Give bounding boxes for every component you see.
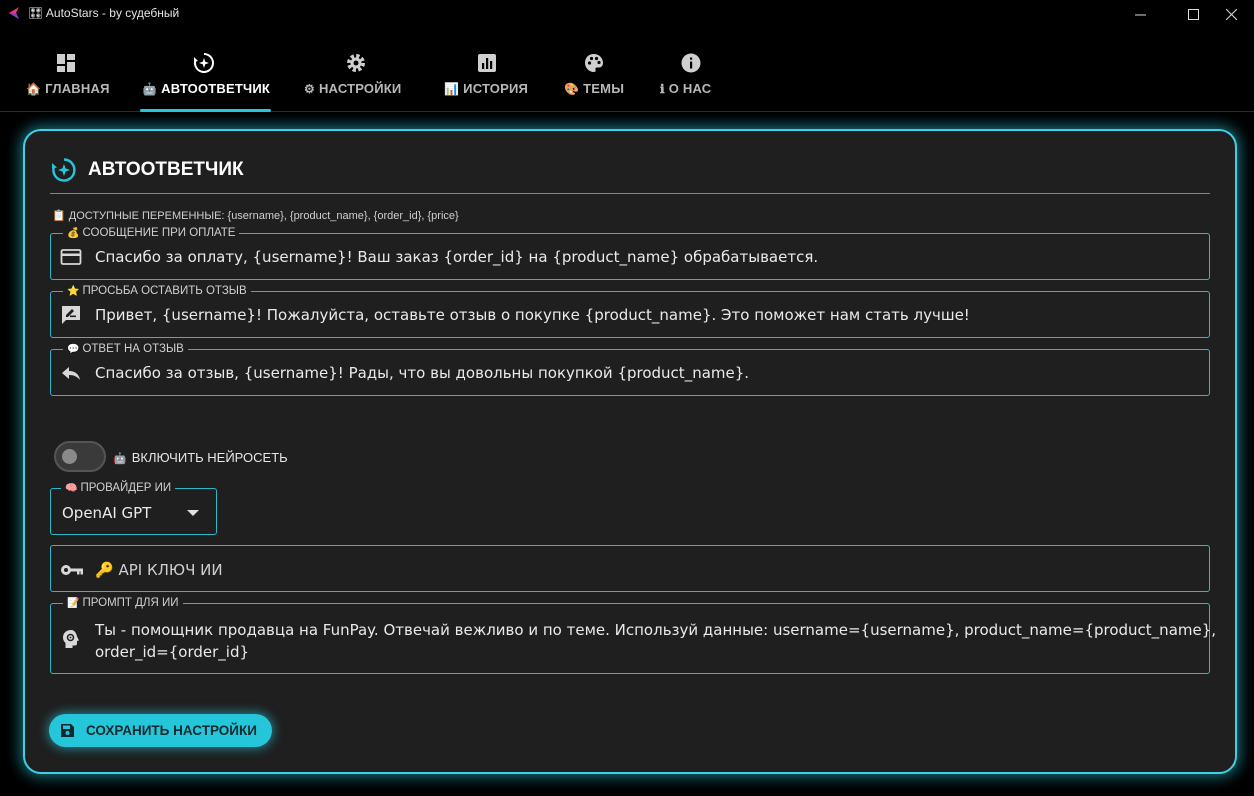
available-variables: 📋 ДОСТУПНЫЕ ПЕРЕМЕННЫЕ: {username}, {product_name}, {order_id}, {price} [52, 210, 459, 222]
auto-reply-icon [193, 52, 215, 74]
tab-label: ТЕМЫ [583, 81, 625, 96]
rate-review-icon [60, 304, 82, 326]
title-bar [0, 0, 1254, 28]
palette-icon [583, 52, 605, 74]
ai-provider-select[interactable] [50, 482, 217, 535]
ai-prompt-line-2[interactable]: order_id={order_id} [95, 643, 250, 661]
tab-settings[interactable] [304, 28, 412, 112]
house-icon: 🏠 [26, 82, 42, 96]
dropdown-caret-icon[interactable] [187, 510, 199, 516]
tab-autoresponder[interactable] [142, 28, 272, 112]
robot-icon: 🤖 [142, 82, 158, 96]
review-request-field[interactable] [50, 285, 1210, 338]
credit-card-icon [60, 246, 82, 268]
ai-toggle-label: ВКЛЮЧИТЬ НЕЙРОСЕТЬ [131, 450, 288, 465]
ai-prompt-line-1[interactable]: Ты - помощник продавца на FunPay. Отвечай вежливо и по теме. Используй данные: username={username}, product_name={product_name}, [95, 621, 1217, 639]
payment-message-field[interactable] [50, 227, 1210, 280]
ai-toggle-switch[interactable] [54, 441, 106, 472]
robot-icon: 🤖 [113, 453, 127, 465]
app-logo-icon [7, 6, 21, 20]
auto-reply-icon [51, 157, 77, 183]
money-bag-icon: 💰 [67, 228, 80, 239]
card-title: АВТООТВЕТЧИК [88, 159, 244, 180]
small-gear-icon: ⚙ [304, 82, 315, 96]
info-icon [680, 52, 702, 74]
active-tab-indicator [140, 109, 271, 112]
field-label: ПРОВАЙДЕР ИИ [80, 482, 172, 494]
small-info-icon: ℹ [660, 82, 665, 96]
minimize-icon [1135, 9, 1146, 20]
chart-icon [476, 52, 498, 74]
payment-message-input[interactable]: Спасибо за оплату, {username}! Ваш заказ {order_id} на {product_name} обрабатывается. [95, 248, 819, 266]
api-key-field[interactable] [50, 545, 1210, 592]
close-button[interactable] [1208, 0, 1254, 28]
field-label: ПРОСЬБА ОСТАВИТЬ ОТЗЫВ [82, 285, 247, 297]
tab-label: АВТООТВЕТЧИК [161, 81, 271, 96]
close-icon [1226, 9, 1237, 20]
window-title: 🎛 AutoStars - by судебный [28, 6, 180, 20]
tab-about[interactable] [660, 28, 726, 112]
ai-prompt-field[interactable] [50, 597, 1217, 674]
save-settings-label: СОХРАНИТЬ НАСТРОЙКИ [86, 723, 257, 738]
gear-icon [345, 52, 367, 74]
review-request-input[interactable]: Привет, {username}! Пожалуйста, оставьте отзыв о покупке {product_name}. Это поможет нам стать лучше! [95, 306, 970, 324]
maximize-icon [1188, 9, 1199, 20]
field-label: ОТВЕТ НА ОТЗЫВ [82, 343, 184, 355]
toggle-knob [62, 449, 77, 464]
brain-icon: 🧠 [65, 483, 78, 494]
ai-provider-value: OpenAI GPT [62, 504, 152, 522]
minimize-button[interactable] [1117, 0, 1163, 28]
review-reply-input[interactable]: Спасибо за отзыв, {username}! Рады, что вы довольны покупкой {product_name}. [95, 364, 750, 382]
tab-bar [0, 28, 1254, 112]
tab-themes[interactable] [564, 28, 628, 112]
tab-label: ГЛАВНАЯ [45, 81, 110, 96]
speech-bubble-icon: 💬 [67, 344, 80, 355]
small-palette-icon: 🎨 [564, 82, 580, 96]
review-reply-field[interactable] [50, 343, 1210, 396]
tab-label: ИСТОРИЯ [463, 81, 529, 96]
tab-label: НАСТРОЙКИ [318, 81, 402, 96]
reply-icon [60, 362, 82, 384]
dashboard-icon [55, 52, 77, 74]
key-icon [60, 559, 82, 581]
api-key-input[interactable]: 🔑 API КЛЮЧ ИИ [95, 561, 223, 579]
small-chart-icon: 📊 [444, 82, 460, 96]
tab-home[interactable] [26, 28, 108, 112]
tab-history[interactable] [444, 28, 532, 112]
tab-label: О НАС [668, 81, 712, 96]
memo-icon: 📝 [67, 598, 80, 609]
divider [50, 193, 1210, 194]
save-settings-button[interactable] [49, 714, 272, 747]
field-label: ПРОМПТ ДЛЯ ИИ [82, 597, 179, 609]
star-icon: ⭐ [67, 286, 80, 297]
field-label: СООБЩЕНИЕ ПРИ ОПЛАТЕ [82, 227, 236, 239]
psychology-icon [60, 628, 82, 650]
save-icon [60, 723, 75, 738]
